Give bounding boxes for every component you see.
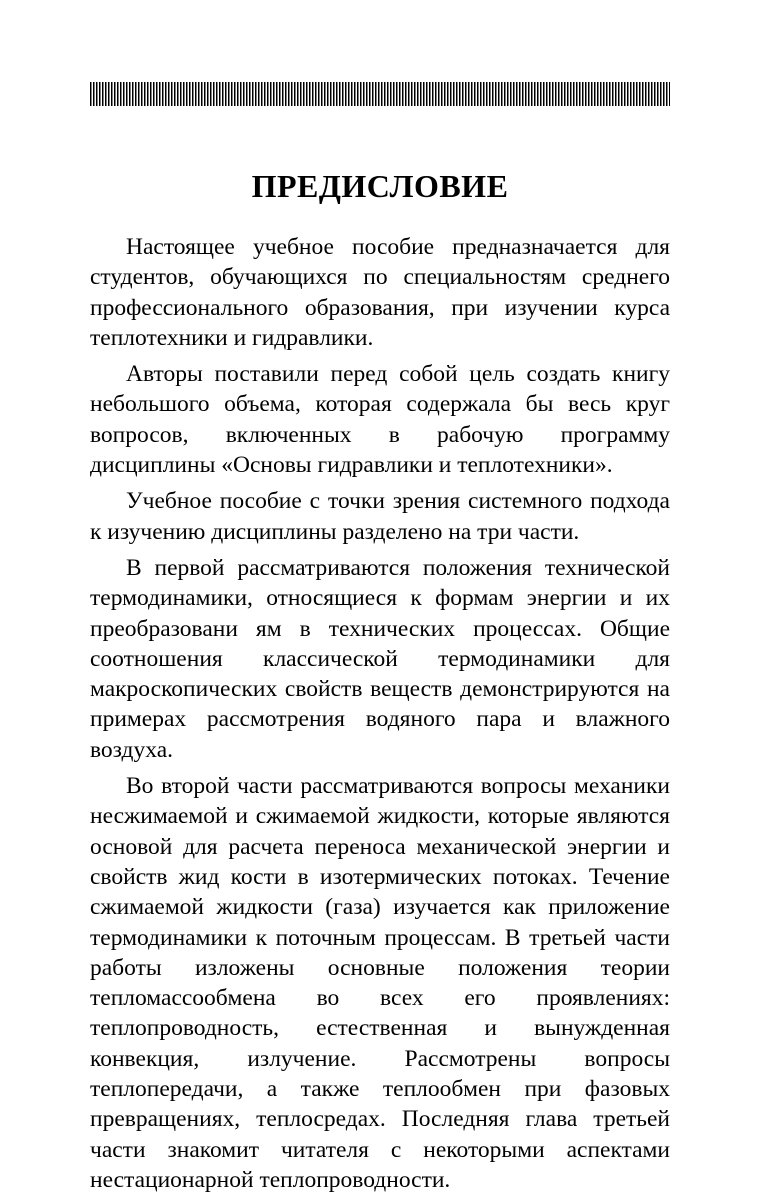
text-body: [90, 232, 670, 1201]
paragraph: Настоящее учебное пособие предназначается для студентов, обучающихся по специальностям среднего профессионального образования, при изучении курса теплотехники и гидравлики.: [90, 234, 670, 351]
page-title: ПРЕДИСЛОВИЕ: [251, 168, 509, 204]
paragraph: Учебное пособие с точки зрения системного подхода к изучению дисциплины разделено на три части.: [90, 488, 670, 545]
header-decorative-bar: [90, 82, 670, 106]
paragraph: Авторы поставили перед собой цель создать книгу небольшого объема, которая содержала бы весь круг вопросов, включенных в рабочую программу дисциплины «Основы гидравлики и теплотехники».: [90, 361, 670, 479]
paragraph: Во второй части рассматриваются вопросы механики несжимаемой и сжимаемой жидкости, которые являются основой для расчета переноса механической энергии и свойств жид кости в изотермических потоках. Течение сжимаемой жидкости (газа) изучается как приложение термодинамики к поточным процессам. В третьей части работы изложены основные положения теории тепломассообмена во всех его проявлениях: теплопроводность, естественная и вынужденная конвекция, излучение. Рассмотрены вопросы теплопередачи, а также теплообмен при фазовых превращениях, теплосредах. Последняя глава третьей части знакомит читателя с некоторыми аспектами нестационарной теплопроводности.: [90, 773, 670, 1193]
paragraph: В первой рассматриваются положения технической термодинамики, относящиеся к формам энергии и их преобразовани ям в технических процессах. Общие соотношения классической термодинамики для макроскопических свойств веществ демонстрируются на примерах рассмотрения водяного пара и влажного воздуха.: [90, 554, 670, 763]
